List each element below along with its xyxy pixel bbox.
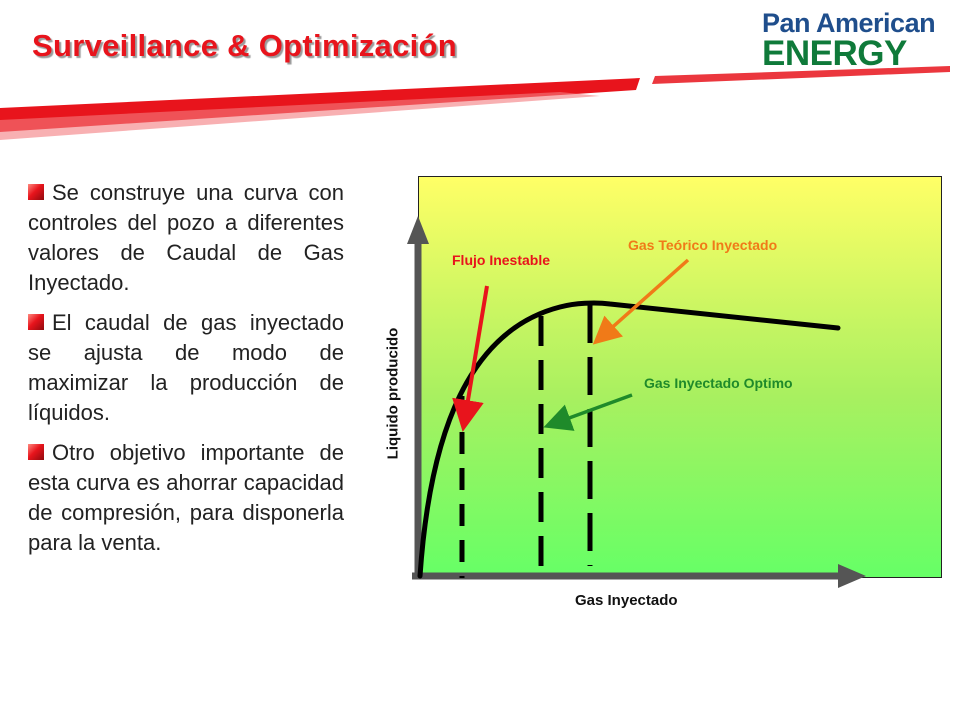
production-curve [420, 303, 838, 576]
y-axis-label: Liquido producido [384, 327, 402, 460]
logo-line-2: ENERGY [762, 34, 907, 73]
optimum-gas-label: Gas Inyectado Optimo [644, 375, 793, 391]
theoretical-gas-label: Gas Teórico Inyectado [628, 237, 778, 253]
page-title: Surveillance & Optimización [32, 28, 457, 63]
logo-line-1: Pan American [762, 8, 936, 38]
bullet-text: Se construye una curva con controles del pozo a diferentes valores de Caudal de Gas Inyectado. [28, 180, 344, 295]
bullet-text: Otro objetivo importante de esta curva es ahorrar capacidad de compresión, para disponerla para la venta. [28, 440, 344, 555]
theoretical-gas-arrow [598, 260, 688, 340]
x-axis-label: Gas Inyectado [575, 592, 678, 609]
bullet-text: El caudal de gas inyectado se ajusta de modo de maximizar la producción de líquidos. [28, 310, 344, 425]
unstable-flow-label: Flujo Inestable [452, 252, 551, 268]
x-axis-arrow [412, 564, 866, 588]
